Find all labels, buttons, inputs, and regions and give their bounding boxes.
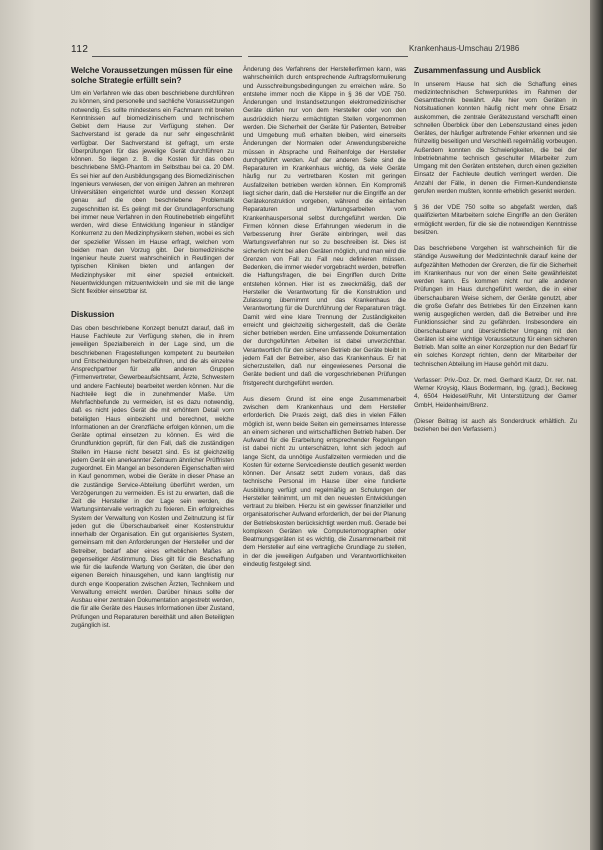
paragraph: In unserem Hause hat sich die Schaffung eines medizintechnischen Schwerpunktes im Rahmen der Gesamttechnik bewährt. Alle hier vom Geräten in Notsituationen konnten häufig nicht mehr ohne Ersatz auskommen, die zentrale Gerätezustand verschafft einen schnellen Überblick über den Lebenszustand eines jeden Gerätes, der häufiger auftretende Fehler erkennen und sie frühzeitig beseitigen und Verschleiß regelmäßig vorbeugen. Außerdem konnten die Schwierigkeiten, die bei der Inbetriebnahme technisch geschulter Mitarbeiter zum Umgang mit den Geräten entstehen, durch einen gezielten Einsatz der Fachleute deutlich verringert werden. Die Anzahl der Fälle, in denen die Firmen-Kundendienste gerufen werden mußten, konnte erheblich gesenkt werden. [414,80,578,195]
section-heading-voraussetzungen: Welche Voraussetzungen müssen für eine solche Strategie erfüllt sein? [71,66,233,85]
header-rule-left [92,56,242,57]
scan-edge-shadow [590,0,603,850]
column-left [71,66,234,630]
paragraph: Das beschriebene Vorgehen ist wahrscheinlich für die ständige Ausweitung der Medizintechnik darauf keine der aufgezählten Methoden der Grenzen, die für die Sicherheit im Krankenhaus nur von der einen Seite gewährleistet werden kann. Es kommen nicht nur alle anderen Prüfungen im Haus durchgeführt werden, die in einer überschaubaren Weise sichern, der Geräte genutzt, aber die große Gefahr des Betriebes für den Einzelnen kann wenig ausgeglichen werden, daß die Betreiber und ihre Funktionssicher sind zu gefährden. Insbesondere ein überschaubarer und übersichtlicher Umgang mit den Geräten ist eine wichtige Voraussetzung für einen sicheren Betrieb. Man sollte an einer Konzeption nur den Bedarf für ein solches Konzept richten, denn der Mitarbeiter der technischen Abteilung im Hause gehört mit dazu. [414,245,577,368]
column-middle [243,66,406,569]
header-rule-middle [248,56,408,57]
running-head: Krankenhaus-Umschau 2/1986 [409,44,520,53]
author-note: Verfasser: Priv.-Doz. Dr. med. Gerhard Kautz, Dr. rer. nat. Werner Kroysig, Klaus Bodermann, Ing. (grad.), Beckweg 4, 6504 Heidesel/Ruhr, Mit Unterstützung der Gamer GmbH, Heidenheim/Brenz. [414,376,577,409]
paragraph: Das oben beschriebene Konzept benutzt darauf, daß im Hause Fachleute zur Verfügung stehen, die in ihrem jeweiligen Spezialbereich in der Lage sind, um die beschriebenen Fragestellungen kompetent zu beurteilen und Entscheidungen herbeizuführen, und die als einzelne Ansprechpartner für alle anderen Gruppen (Firmenvertreter, Gewerbeaufsichtsamt, Ärzte, Schwestern und andere Fachleute) bearbeitet werden können. Nur die Nachteile liegt die in zunehmender Maße. Um Mehrfachbefunde zu vermeiden, ist es dazu notwendig, daß es nicht jedes Gerät die mit erhöhtem Detail vom beteiligten Haus einbezieht und berechnet, welche Informationen an der Grenzfläche erfolgen können, um die Geräte optimal einsetzen zu können. Es wird die Grundfunktion geprüft, für den Fall, daß die zuständigen Stellen im Hause nicht besetzt sind. Es ist gleichzeitig jedem Gerät ein anerkannter Zeitraum ähnlicher Prüffristen zugeordnet. Ein Mangel an besonderen Eigenschaften wird in Kauf genommen, wobei die Geräte in dieser Phase an die zuständige Service-Abteilung überführt werden, um Verzögerungen zu vermeiden. Es ist zu erwarten, daß die Zeit die Hersteller in der Lage sein werden, die Wartungsintervalle vertraglich zu fixieren. Ein erfolgreiches System der Verwaltung von Kosten und Zeitnutzung ist für jeden gut die Überschaubarkeit einer Kostenstruktur innerhalb der Organisation. Ein gut organisiertes System, gemeinsam mit den Anforderungen der Hersteller und der Betreiber, bedarf aber eines erheblichen Maßes an gegenseitiger Abstimmung. Dies gilt für die Beschaffung wie für die laufende Wartung von Geräten, die über den eigenen Bereich hinausgehen, und kann langfristig nur durch enge Kooperation zwischen Ärzten, Technikern und Verwaltung erreicht werden. Darüber hinaus sollte der Ausbau einer zentralen Dokumentation angestrebt werden, die für alle Geräte des Hauses Informationen über Zustand, Prüfungen und Reparaturen bereithält und allen Beteiligten zugänglich ist. [71,324,235,629]
section-heading-zusammenfassung: Zusammenfassung und Ausblick [414,66,541,75]
reprint-note: (Dieser Beitrag ist auch als Sonderdruck erhältlich. Zu beziehen bei den Verfassern.) [414,417,577,433]
paragraph: Um ein Verfahren wie das oben beschriebene durchführen zu können, sind personelle und sachliche Voraussetzungen notwendig. Es sollte mindestens ein Fachmann mit breiten Kenntnissen auf biomedizinischem und technischem Gebiet dem Hause zur Verfügung stehen. Der Sachverstand ist gerade da nur sehr eingeschränkt verfügbar. Der Sachverstand ist gefragt, um erste Überprüfungen für das jeweilige Gerät durchführen zu können. So liegen z. B. die Kosten für das oben beschriebene SMG-Phantom im Selbstbau bei ca. 20 DM. Es sei hier auf den Ausbildungsgang des Biomedizinischen Ingenieurs verwiesen, der von einigen Jahren an mehreren Universitäten eingerichtet wurde und dessen Konzept genau auf die oben beschriebene Problematik zugeschnitten ist. Es gelingt mit der Grundlagenforschung bei immer neue Verfahren in den Routinebetrieb eingeführt werden, wird diese Entwicklung Ingenieur in ständiger Konkurrenz zu den Medizinphysikern stehen, wobei es sich der spezieller Wissen im Hause erfragt, welchen vom beiden man den Vorzug gibt. Der biomedizinische Ingenieur heute zuerst wahrscheinlich in Reutlingen der typischen Kliniken bieten und anfangen der Medizinphysiker mit einer speziell entwickelt. Neuentwicklungen mitzuentwickeln und sie mit die lange Sicht flexibler einsetzbar ist. [71,90,234,295]
paragraph: Änderung des Verfahrens der Herstellerfirmen kann, was wahrscheinlich durch entsprechende Auftragsformulierung und Ausschreibungsbedingungen zu erreichen wäre. So entstehe immer noch die Klippe in § 36 der VDE 750. Änderungen und Instandsetzungen elektromedizinischer Geräte dürfen nur von dem Hersteller oder von den ausdrücklich hierzu ermächtigten Stellen vorgenommen werden. Die Sicherheit der Geräte für Patienten, Betreiber und Umgebung muß erhalten bleiben, wird einerseits Änderungen der Normalen oder Anwendungsbereiche müssen in Absprache und Reihenfolge der Hersteller durchgeführt werden. Auf der anderen Seite sind die Reparaturen im Krankenhaus wichtig, da viele Geräte häufig nur zu vertretbaren Kosten mit geringen Ausfallzeiten betrieben werden können. Ein Kompromiß liegt sicher darin, daß die Hersteller nur die Eingriffe an der Gerätekonstruktion vorgeben, während die einfachen Reparaturen und Wartungsarbeiten vom Krankenhauspersonal selbst durchgeführt werden. Die Firmen können diese Erfahrungen wiederum in die Verbesserung ihrer Geräte einbringen, weil das Wartungsverfahren nur so zu beschreiben ist. Dies ist sicherlich nicht bei allen Geräten möglich, und man wird die Grenzen von Fall zu Fall neu definieren müssen. Bedenken, die immer wieder vorgebracht werden, betreffen die Haftungsfragen, die bei Eingriffen durch Dritte entstehen können. Hier ist es zweckmäßig, daß der Hersteller die Verantwortung für die Konstruktion und Zulassung übernimmt und das Krankenhaus die Verantwortung für die Durchführung der Reparaturen trägt. Damit wird eine klare Trennung der Zuständigkeiten erreicht und gleichzeitig sichergestellt, daß die Geräte sicher betrieben werden. Eine umfassende Dokumentation der durchgeführten Arbeiten ist dabei unverzichtbar. Verantwortlich für den sicheren Betrieb der Geräte bleibt in jedem Fall der Betreiber, also das Krankenhaus. Er hat sicherzustellen, daß nur eingewiesenes Personal die Geräte bedient und daß die vorgeschriebenen Prüfungen fristgerecht durchgeführt werden. [243,66,406,387]
page-number: 112 [71,44,89,55]
paragraph: § 36 der VDE 750 sollte so abgefaßt werden, daß qualifizierten Mitarbeitern solche Eingriffe an den Geräten ermöglicht werden, für die sie die notwendigen Kenntnisse besitzen. [414,204,577,236]
column-right [414,66,577,434]
paragraph: Aus diesem Grund ist eine enge Zusammenarbeit zwischen dem Krankenhaus und dem Hersteller erforderlich. Die Praxis zeigt, daß dies in vielen Fällen möglich ist, wenn beide Seiten ein gemeinsames Interesse an einem sicheren und wirtschaftlichen Betrieb haben. Der Aufwand für die Erarbeitung entsprechender Regelungen ist dabei nicht zu unterschätzen, lohnt sich jedoch auf lange Sicht, da unnötige Ausfallzeiten vermieden und die Kosten für externe Servicedienste deutlich gesenkt werden können. Der Ansatz setzt zudem voraus, daß das technische Personal im Hause über eine fundierte Ausbildung verfügt und regelmäßig an Schulungen der Hersteller teilnimmt, um mit den neuesten Entwicklungen vertraut zu bleiben. Hierzu ist ein gewisser finanzieller und organisatorischer Aufwand erforderlich, der bei der Planung der Betriebskosten berücksichtigt werden muß. Gerade bei komplexen Geräten wie Computertomographen oder Beatmungsgeräten ist es wichtig, die Zusammenarbeit mit dem Hersteller auf eine vertragliche Grundlage zu stellen, in der die jeweiligen Aufgaben und Verantwortlichkeiten eindeutig festgelegt sind. [243,395,406,568]
section-heading-diskussion: Diskussion [71,310,115,320]
